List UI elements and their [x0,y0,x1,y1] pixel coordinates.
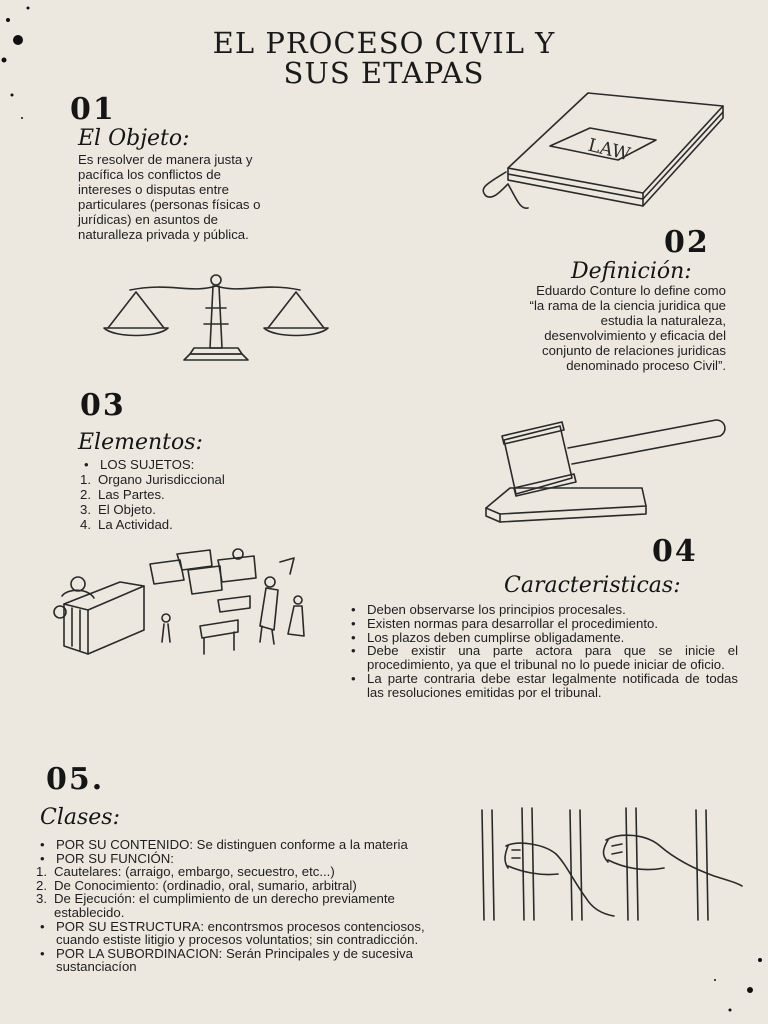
section-heading-caracteristicas: Caracteristicas: [504,573,681,598]
section-heading-definicion: Definición: [571,259,692,284]
list-item: • La parte contraria debe estar legalmente notificada de todas las resoluciones emitidas por el tribunal. [345,672,738,700]
list-item: • LOS SUJETOS: [78,457,338,472]
list-item: 4. La Actividad. [80,517,173,532]
definicion-text: Eduardo Conture lo define como “la rama de la ciencia juridica que estudia la naturaleza, desenvolvimiento y eficacia del conjunto de relaciones juridicas denominado proceso Civil”. [529,283,726,373]
law-book-label: LAW [585,134,633,166]
section-heading-clases: Clases: [40,805,120,830]
list-item: 2. De Conocimiento: (ordinadio, oral, sumario, arbitral) [36,877,357,893]
page-title: EL PROCESO CIVIL Y SUS ETAPAS [212,26,556,90]
clases-list [34,838,452,974]
section-number-04: 04 [652,534,698,569]
list-item: • POR LA SUBORDINACION: Serán Principales y de sucesiva sustanciacíon [34,947,452,974]
gavel-illustration [480,414,730,528]
list-item: 3. De Ejecución: el cumplimiento de un derecho previamente establecido. [36,891,395,920]
elementos-list [78,457,338,532]
section-number-05: 05. [46,762,105,797]
scales-of-justice-illustration [100,268,332,366]
prison-bars-illustration [474,806,746,924]
list-item: • POR SU FUNCIÓN: [34,852,452,866]
list-item: • Deben observarse los principios procesales. [345,603,738,617]
list-item: • Existen normas para desarrollar el procedimiento. [345,617,738,631]
list-item: 1. Cautelares: (arraigo, embargo, secuestro, etc...) [36,864,335,880]
section-number-03: 03 [80,388,126,423]
law-book-illustration [478,88,728,218]
section-number-01: 01 [70,92,116,127]
list-item: 1. Organo Jurisdiccional [80,472,225,487]
list-item: • Los plazos deben cumplirse obligadamente. [345,631,738,645]
section-heading-elementos: Elementos: [78,430,203,455]
objeto-text: Es resolver de manera justa y pacífica los conflictos de intereses o disputas entre particulares (personas físicas o jurídicas) en asuntos de naturalleza privada y pública. [78,152,261,242]
courtroom-illustration [42,546,312,658]
list-item: 3. El Objeto. [80,502,156,517]
list-item: • POR SU ESTRUCTURA: encontrsmos procesos contenciosos, cuando estiste litigio y procesos voluntatios; sin contradicción. [34,920,452,947]
list-item: • POR SU CONTENIDO: Se distinguen conforme a la materia [34,838,452,852]
section-number-02: 02 [664,225,710,260]
list-item: 2. Las Partes. [80,487,165,502]
list-item: • Debe existir una parte actora para que se inicie el procedimiento, ya que el tribunal no lo puede iniciar de oficio. [345,644,738,672]
ink-splatter-bottom-right [700,940,768,1024]
caracteristicas-list [345,603,738,700]
section-heading-objeto: El Objeto: [78,126,190,151]
